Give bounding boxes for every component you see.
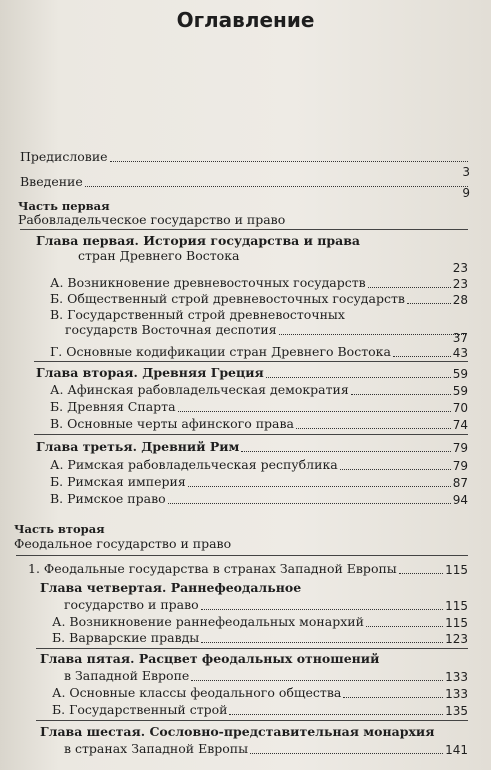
toc-page-preface: 3 (462, 165, 470, 179)
ch5-item-b: Б. Государственный строй 135 (52, 702, 468, 718)
divider (36, 648, 468, 649)
ch2-item-c: В. Основные черты афинского права 74 (50, 416, 468, 432)
part2-heading: Часть вторая (14, 522, 105, 536)
page-title: Оглавление (176, 8, 315, 32)
part1-subheading: Рабовладельческое государство и право (18, 212, 286, 227)
sec1-title: 1. Феодальные государства в странах Западной Европы 115 (28, 561, 468, 577)
ch2-title: Глава вторая. Древняя Греция 59 (36, 365, 468, 381)
divider (20, 229, 468, 230)
ch1-item-c: государств Восточная деспотия (65, 324, 468, 337)
ch1-item-b: Б. Общественный строй древневосточных государств 28 (50, 291, 468, 307)
ch3-title: Глава третья. Древний Рим 79 (36, 439, 468, 455)
ch4-title-line2: государство и право 115 (64, 597, 468, 613)
ch2-item-b: Б. Древняя Спарта 70 (50, 399, 468, 415)
ch1-title-line1: Глава первая. История государства и права (36, 233, 361, 248)
ch5-title-line1: Глава пятая. Расцвет феодальных отношений (40, 651, 380, 666)
toc-entry-intro: Введение (20, 176, 470, 189)
ch1-page: 23 (452, 261, 468, 275)
ch1-title-line2: стран Древнего Востока (78, 248, 240, 263)
divider (34, 434, 468, 435)
ch6-title-line2: в странах Западной Европы 141 (64, 741, 468, 757)
ch4-item-b: Б. Варварские правды 123 (52, 630, 468, 646)
ch2-item-a: А. Афинская рабовладельческая демократия 59 (50, 382, 468, 398)
ch4-item-a: А. Возникновение раннефеодальных монархий 115 (52, 614, 468, 630)
ch1-item-c-page: 37 (452, 331, 468, 345)
ch3-item-a: А. Римская рабовладельческая республика 79 (50, 457, 468, 473)
divider (16, 555, 468, 556)
part1-heading: Часть первая (18, 199, 110, 213)
ch1-item-a: А. Возникновение древневосточных государств 23 (50, 275, 468, 291)
toc-page-intro: 9 (462, 186, 470, 200)
toc-entry-preface: Предисловие (20, 151, 470, 164)
ch1-item-d: Г. Основные кодификации стран Древнего Востока 43 (50, 344, 468, 360)
ch5-item-a: А. Основные классы феодального общества 133 (52, 685, 468, 701)
divider (34, 361, 468, 362)
divider (36, 720, 468, 721)
ch3-item-c: В. Римское право 94 (50, 491, 468, 507)
ch6-title-line1: Глава шестая. Сословно-представительная монархия (40, 724, 435, 739)
ch3-item-b: Б. Римская империя 87 (50, 474, 468, 490)
part2-subheading: Феодальное государство и право (14, 536, 232, 551)
ch5-title-line2: в Западной Европе 133 (64, 668, 468, 684)
ch4-title-line1: Глава четвертая. Раннефеодальное (40, 580, 302, 595)
ch1-item-c-line1: В. Государственный строй древневосточных (50, 307, 345, 322)
